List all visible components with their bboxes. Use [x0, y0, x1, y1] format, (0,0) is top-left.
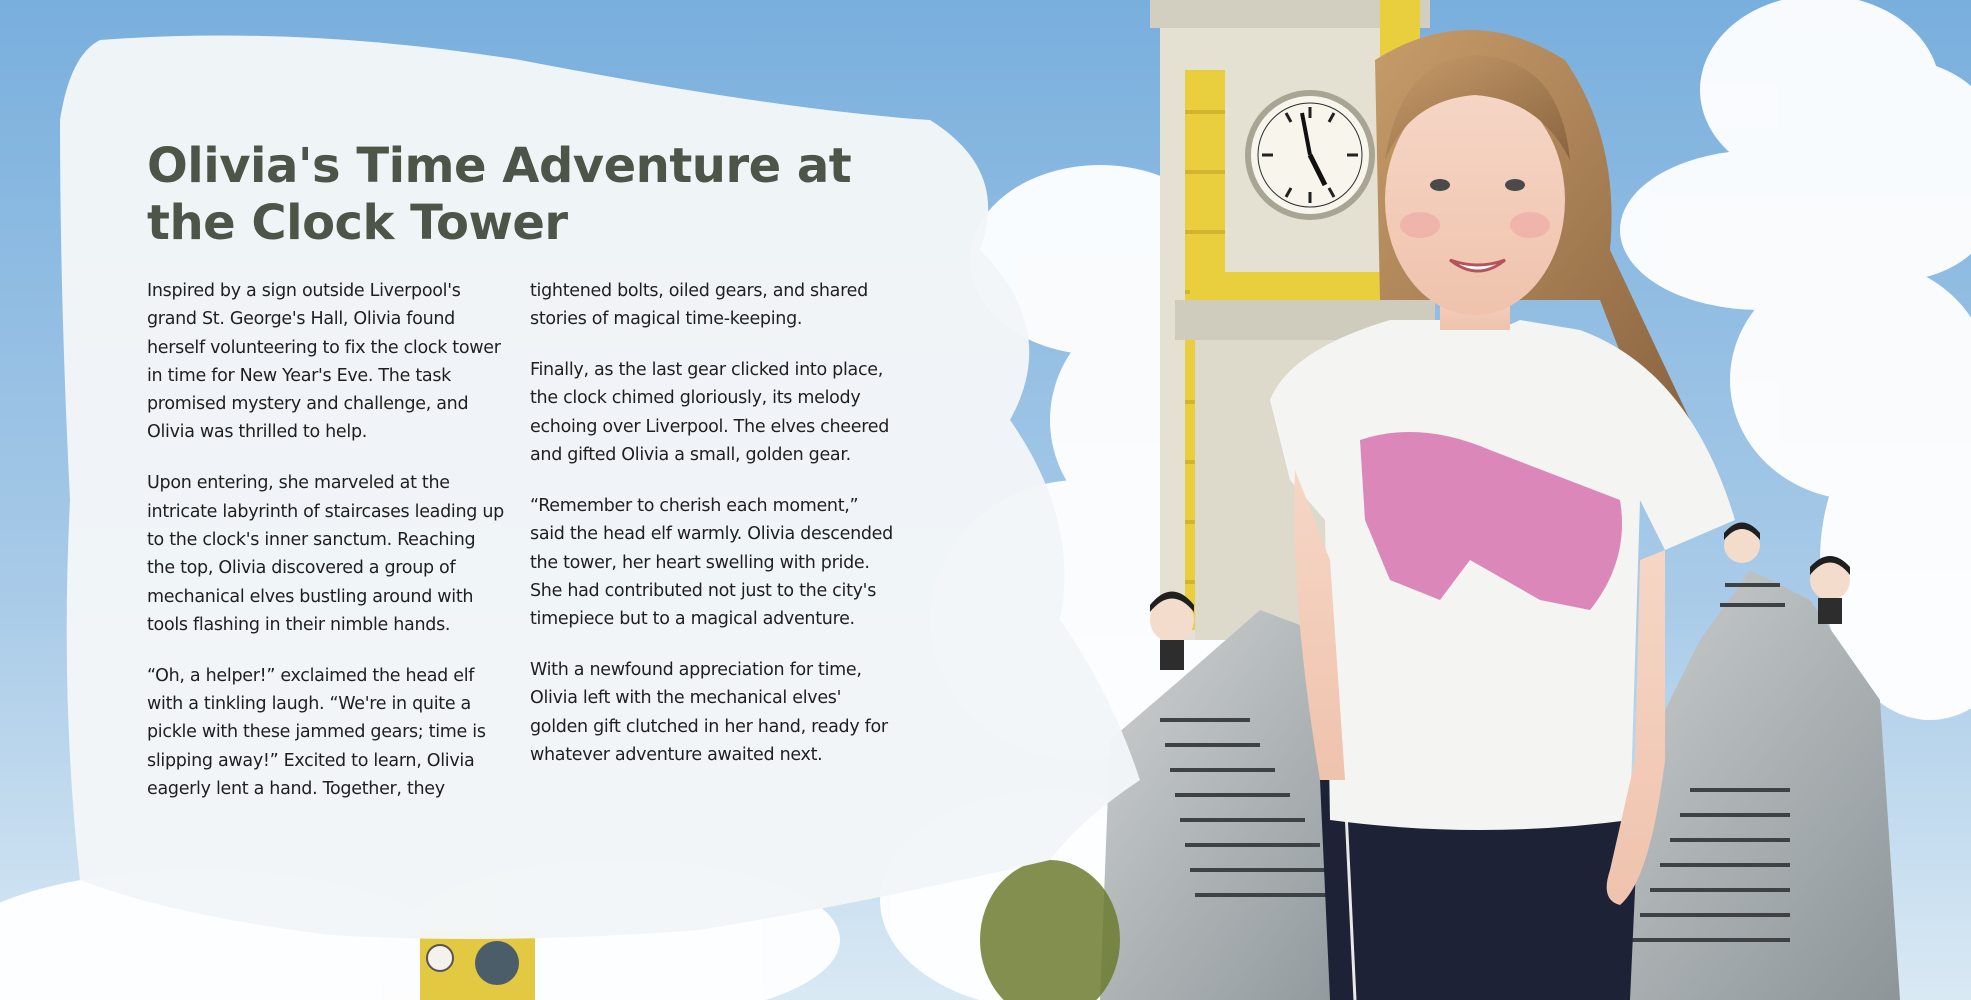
- paragraph: Upon entering, she marveled at the intricate labyrinth of staircases leading up to the clock's inner sanctum. Reaching the top, Olivia discovered a group of mechanical elves bustling around with tools flashing in their nimble hands.: [147, 473, 504, 635]
- paragraph: Finally, as the last gear clicked into place, the clock chimed gloriously, its melody echoing over Liverpool. The elves cheered and gifted Olivia a small, golden gear.: [530, 360, 890, 466]
- paragraph: tightened bolts, oiled gears, and shared stories of magical time-keeping.: [530, 281, 868, 330]
- page-title: Olivia's Time Adventure at the Clock Tower: [147, 138, 852, 251]
- paragraph: With a newfound appreciation for time, Olivia left with the mechanical elves' golden gift clutched in her hand, ready for whatever adventure awaited next.: [530, 660, 888, 765]
- paragraph: Inspired by a sign outside Liverpool's grand St. George's Hall, Olivia found herself volunteering to fix the clock tower in time for New Year's Eve. The task promised mystery and challenge, and Olivia was thrilled to help.: [147, 281, 501, 443]
- clock-face-icon: [1248, 93, 1372, 217]
- elf-icon: [1724, 523, 1760, 564]
- paragraph: “Oh, a helper!” exclaimed the head elf with a tinkling laugh. “We're in quite a pickle with these jammed gears; time is slipping away!” Excited to learn, Olivia eagerly lent a hand. Together, they: [147, 665, 486, 799]
- text-column-right: [530, 277, 895, 792]
- text-column-left: [147, 277, 507, 826]
- paragraph: “Remember to cherish each moment,” said the head elf warmly. Olivia descended the tower, her heart swelling with pride. She had contributed not just to the city's timepiece but to a magical adventure.: [530, 495, 893, 630]
